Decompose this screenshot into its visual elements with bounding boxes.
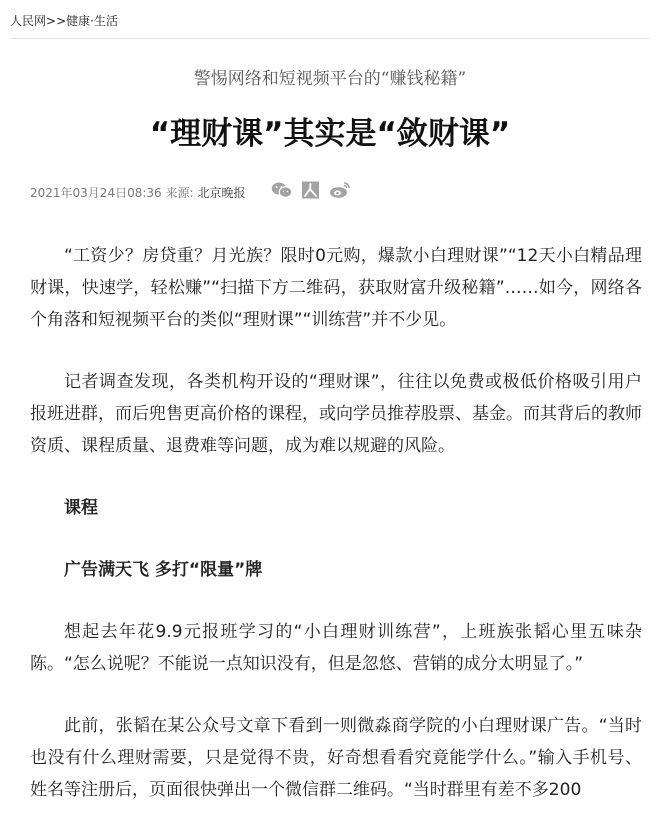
article-body bbox=[30, 240, 642, 836]
article-kicker: 警惕网络和短视频平台的“赚钱秘籍” bbox=[193, 69, 467, 89]
people-daily-icon[interactable] bbox=[300, 181, 322, 199]
breadcrumb bbox=[10, 12, 118, 29]
source-label: 来源: bbox=[165, 186, 194, 200]
header-divider bbox=[10, 38, 650, 39]
section-subheading: 广告满天飞 多打“限量”牌 bbox=[64, 560, 263, 580]
article-paragraph: 此前，张韬在某公众号文章下看到一则微淼商学院的小白理财课广告。“当时也没有什么理财需要，只是觉得不贵，好奇想看看究竟能学什么。”输入手机号、姓名等注册后，页面很快弹出一个微信群二维码。“当时群里有差不多200 bbox=[30, 716, 642, 800]
article-paragraph: 想起去年花9.9元报班学习的“小白理财训练营”，上班族张韬心里五味杂陈。“怎么说呢？不能说一点知识没有，但是忽悠、营销的成分太明显了。” bbox=[30, 622, 642, 674]
article-headline: “理财课”其实是“敛财课” bbox=[149, 116, 511, 152]
article-paragraph: 记者调查发现，各类机构开设的“理财课”，往往以免费或极低价格吸引用户报班进群，而后兜售更高价格的课程，或向学员推荐股票、基金。而其背后的教师资质、课程质量、退费难等问题，成为难以规避的风险。 bbox=[30, 372, 642, 456]
breadcrumb-separator: >> bbox=[46, 14, 67, 28]
share-bar bbox=[271, 181, 358, 199]
source-name: 北京晚报 bbox=[197, 186, 246, 200]
breadcrumb-section-link[interactable]: 健康·生活 bbox=[66, 14, 118, 28]
section-heading: 课程 bbox=[64, 498, 98, 518]
article-paragraph: “工资少？房贷重？月光族？限时0元购，爆款小白理财课”“12天小白精品理财课，快速学，轻松赚”“扫描下方二维码，获取财富升级秘籍”……如今，网络各个角落和短视频平台的类似“理财课”“训练营”并不少见。 bbox=[30, 246, 642, 330]
wechat-icon[interactable] bbox=[271, 181, 293, 199]
article-meta bbox=[30, 184, 246, 201]
publish-datetime: 2021年03月24日08:36 bbox=[30, 186, 162, 200]
weibo-icon[interactable] bbox=[329, 181, 351, 199]
breadcrumb-site-link[interactable]: 人民网 bbox=[10, 14, 47, 28]
